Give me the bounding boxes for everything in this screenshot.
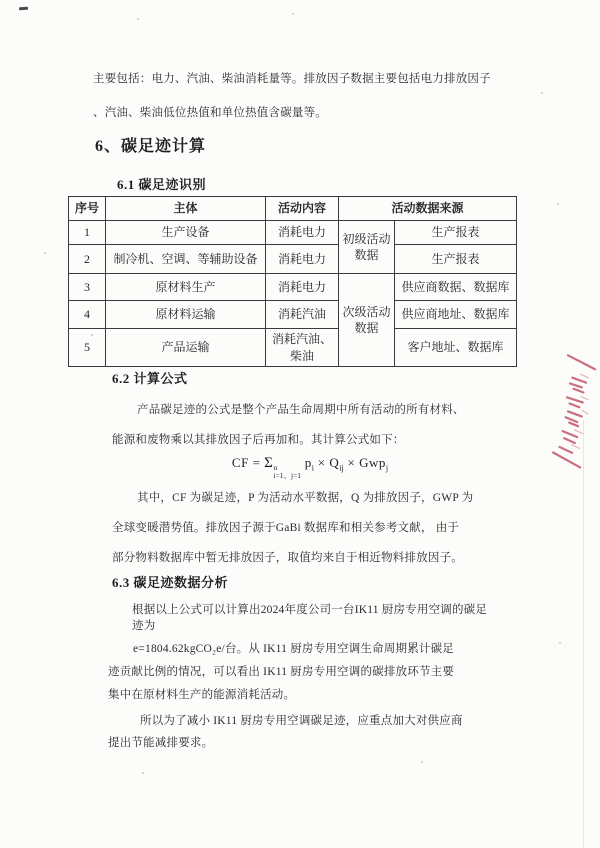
intro-line-1: 主要包括：电力、汽油、柴油消耗量等。排放因子数据主要包括电力排放因子 [93, 73, 491, 85]
formula-times: × [347, 455, 356, 470]
formula-sigma-lower: i=1、j=1 [273, 471, 302, 480]
section-6-3-heading: 6.3 碳足迹数据分析 [112, 575, 229, 590]
scan-speck [557, 203, 559, 205]
paragraph-line: 集中在原材料生产的能源消耗活动。 [108, 689, 296, 701]
paragraph-line: 提出节能减排要求。 [108, 737, 214, 749]
cell-activity: 消耗电力 [266, 274, 339, 301]
cell-source: 供应商数据、数据库 [395, 274, 517, 301]
section-6-3-paragraph-2 [108, 638, 454, 707]
cell-source: 生产报表 [395, 221, 517, 245]
cell-activity: 消耗电力 [266, 221, 339, 245]
scan-speck [142, 772, 144, 774]
scan-speck [541, 92, 543, 94]
formula-q-sub: ij [339, 463, 344, 473]
scan-speck [44, 252, 46, 254]
cell-source: 客户地址、数据库 [395, 329, 517, 367]
scan-speck [137, 18, 139, 20]
cell-subject: 原材料运输 [106, 301, 266, 329]
cell-source: 生产报表 [395, 245, 517, 274]
scan-edge-line [583, 420, 584, 848]
table-row [69, 245, 517, 274]
formula-sigma-upper: n [273, 463, 278, 472]
cell-no: 3 [69, 274, 106, 301]
table-header-row [69, 197, 517, 221]
section-6-3-paragraph-3 [108, 710, 463, 754]
col-header-no: 序号 [69, 197, 106, 221]
cell-no: 4 [69, 301, 106, 329]
table-row [69, 221, 517, 245]
cell-subject: 产品运输 [106, 329, 266, 367]
paragraph-line: 全球变暖潜势值。排放因子源于GaBi 数据库和相关参考文献， 由于 [112, 522, 460, 534]
col-header-subject: 主体 [106, 197, 266, 221]
section-6-2-paragraph-1 [112, 395, 465, 455]
section-6-2-heading: 6.2 计算公式 [112, 371, 188, 386]
formula-gwp: Gwp [359, 455, 386, 470]
scan-speck [421, 761, 423, 763]
cell-activity: 消耗汽油 [266, 301, 339, 329]
cell-group-primary: 初级活动数据 [339, 221, 395, 274]
scan-mark [19, 7, 28, 10]
section-6-3-paragraph-1 [132, 602, 487, 634]
cell-source: 供应商地址、数据库 [395, 301, 517, 329]
formula-equals: = [252, 455, 261, 470]
paragraph-line: 能源和废物乘以其排放因子后再加和。其计算公式如下： [112, 434, 405, 446]
cell-subject: 制冷机、空调、等辅助设备 [106, 245, 266, 274]
intro-line-2: 、汽油、柴油低位热值和单位热值含碳量等。 [93, 107, 327, 119]
intro-paragraph [93, 62, 491, 130]
cell-no: 5 [69, 329, 106, 367]
col-header-source: 活动数据来源 [339, 197, 517, 221]
table-row [69, 274, 517, 301]
formula-q: Q [329, 455, 340, 470]
paragraph-line: 迹贡献比例的情况，可以看出 IK11 厨房专用空调的碳排放环节主要 [108, 666, 455, 678]
scan-speck [292, 13, 294, 15]
formula-sigma: Σ [264, 455, 274, 471]
formula-p: p [304, 455, 312, 470]
carbon-footprint-formula [50, 455, 570, 480]
formula-sigma-limits [273, 464, 301, 480]
col-header-activity: 活动内容 [266, 197, 339, 221]
paragraph-line: 迹为 [132, 620, 156, 632]
section-6-heading: 6、碳足迹计算 [95, 138, 207, 155]
footprint-table-container [68, 196, 517, 367]
paragraph-line: 所以为了减小 IK11 厨房专用空调碳足迹，应重点加大对供应商 [140, 715, 463, 727]
cell-subject: 生产设备 [106, 221, 266, 245]
table-row [69, 329, 517, 367]
section-6-1-heading: 6.1 碳足迹识别 [117, 177, 207, 192]
formula-times: × [317, 455, 326, 470]
cell-subject: 原材料生产 [106, 274, 266, 301]
cell-group-secondary: 次级活动数据 [339, 274, 395, 367]
cell-no: 1 [69, 221, 106, 245]
table-row [69, 301, 517, 329]
cell-no: 2 [69, 245, 106, 274]
formula-cf: CF [231, 455, 249, 470]
paragraph-line: 其中，CF 为碳足迹，P 为活动水平数据，Q 为排放因子，GWP 为 [137, 492, 474, 504]
red-stamp [552, 352, 600, 474]
section-6-2-paragraph-2 [112, 483, 473, 573]
red-stamp-icon [552, 352, 600, 474]
paragraph-line: e=1804.62kgCO₂e/台。从 IK11 厨房专用空调生命周期累计碳足 [133, 643, 455, 655]
footprint-table [68, 196, 517, 367]
cell-activity: 消耗汽油、柴油 [266, 329, 339, 367]
formula-p-sub: i [311, 463, 315, 473]
paragraph-line: 部分物料数据库中暂无排放因子，取值均来自于相近物料排放因子。 [112, 552, 463, 564]
cell-activity: 消耗电力 [266, 245, 339, 274]
scan-speck [559, 642, 561, 644]
paragraph-line: 根据以上公式可以计算出2024年度公司一台IK11 厨房专用空调的碳足 [132, 604, 488, 616]
formula-gwp-sub: j [385, 463, 389, 473]
paragraph-line: 产品碳足迹的公式是整个产品生命周期中所有活动的所有材料、 [137, 404, 465, 416]
